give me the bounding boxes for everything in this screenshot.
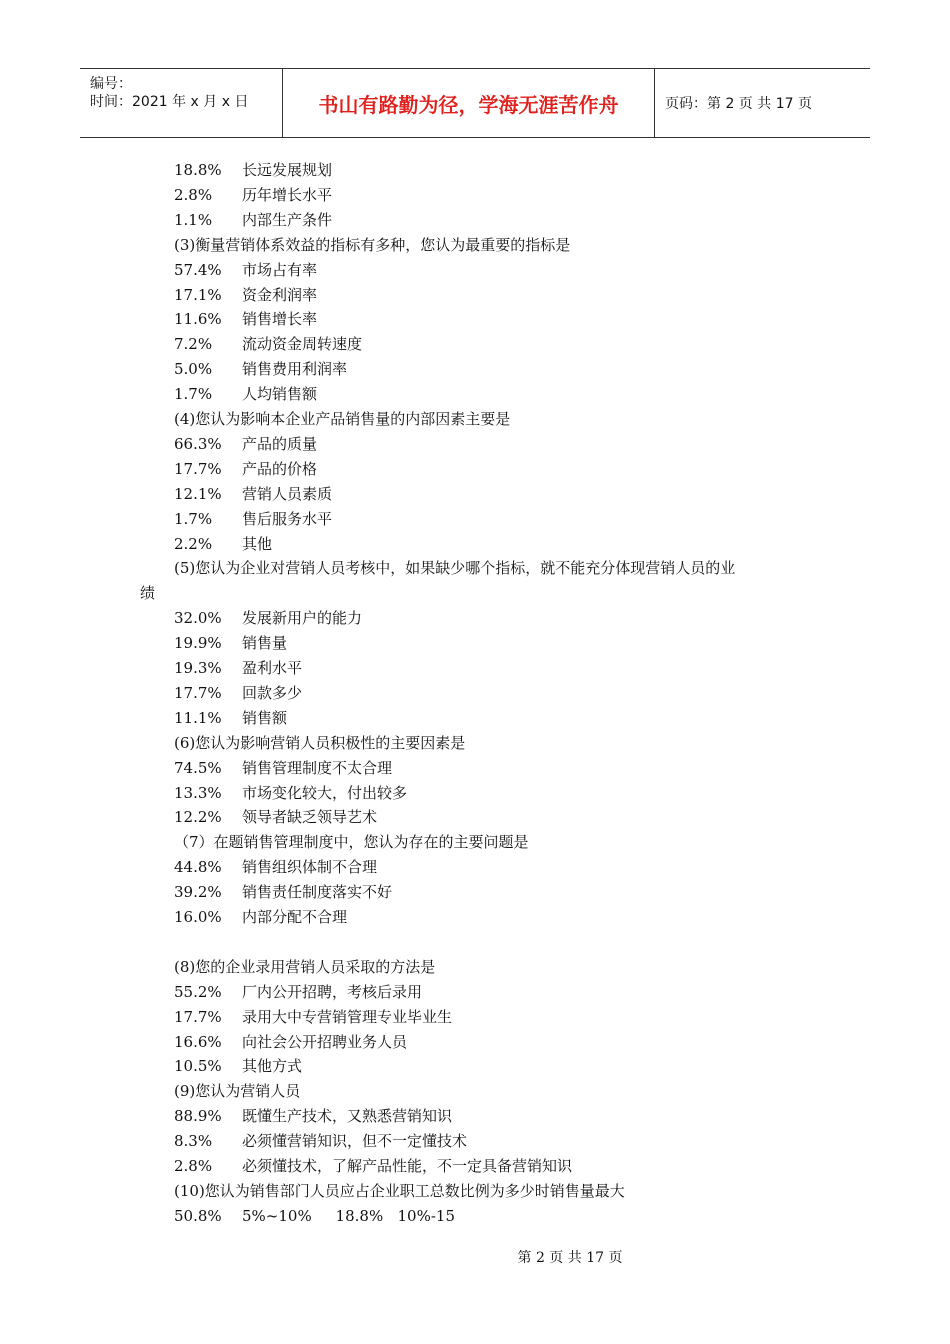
answer-percent: 74.5%: [174, 758, 222, 777]
answer-text: 销售责任制度落实不好: [242, 883, 393, 902]
answer-text: 必须懂技术，了解产品性能，不一定具备营销知识: [242, 1157, 573, 1175]
answer-option: [174, 285, 317, 305]
answer-option: [174, 857, 377, 877]
answer-option: [174, 185, 332, 205]
answer-text: 销售组织体制不合理: [242, 858, 378, 877]
answer-option: [174, 534, 272, 554]
answer-option: [174, 1056, 302, 1076]
answer-percent: 1.7%: [174, 385, 213, 404]
answer-percent: 19.3%: [174, 659, 222, 677]
answer-text: 其他: [242, 534, 273, 553]
answer-percent: 19.9%: [174, 634, 222, 653]
answer-option: [174, 708, 287, 728]
answer-text: 产品的价格: [242, 459, 318, 478]
answer-percent: 7.2%: [174, 335, 213, 354]
answer-option: [174, 807, 377, 827]
answer-text: 市场占有率: [242, 260, 318, 279]
answer-text: 盈利水平: [242, 659, 303, 677]
answer-percent: 55.2%: [174, 982, 222, 1001]
survey-question: (10)您认为销售部门人员应占企业职工总数比例为多少时销售量最大: [174, 1181, 625, 1200]
header-meta-cell: [80, 69, 283, 137]
answer-text: 营销人员素质: [242, 484, 333, 503]
document-time-label: 时间：2021 年 x 月 x 日: [90, 94, 249, 110]
answer-option: [174, 683, 302, 703]
answer-text: 回款多少: [242, 683, 303, 702]
answer-text: 市场变化较大，付出较多: [242, 783, 408, 802]
answer-text: 销售量: [242, 634, 288, 653]
header-motto: 书山有路勤为径，学海无涯苦作舟: [283, 69, 655, 137]
answer-option: [174, 334, 362, 354]
answer-percent: 11.1%: [174, 708, 222, 727]
answer-option: [174, 260, 317, 280]
answer-text: 销售费用利润率: [242, 360, 348, 379]
answer-text: 销售管理制度不太合理: [242, 758, 393, 777]
answer-percent: 12.1%: [174, 484, 222, 503]
answer-option: [174, 1131, 467, 1151]
answer-percent: 13.3%: [174, 783, 222, 802]
answer-option: [174, 633, 287, 653]
answer-option: [174, 1206, 455, 1226]
answer-text: 人均销售额: [242, 385, 318, 404]
answer-option: [174, 783, 407, 803]
answer-option: [174, 459, 317, 479]
survey-question: (4)您认为影响本企业产品销售量的内部因素主要是: [174, 410, 511, 428]
answer-text: 产品的质量: [242, 434, 318, 453]
answer-percent: 16.0%: [174, 908, 222, 926]
answer-text: 既懂生产技术，又熟悉营销知识: [242, 1107, 453, 1126]
answer-percent: 17.1%: [174, 285, 222, 304]
survey-question: (9)您认为营销人员: [174, 1082, 301, 1101]
answer-text: 历年增长水平: [242, 185, 333, 204]
answer-percent: 2.8%: [174, 1157, 213, 1175]
answer-text: 录用大中专营销管理专业毕业生: [242, 1007, 453, 1026]
answer-percent: 12.2%: [174, 808, 222, 827]
answer-percent: 32.0%: [174, 609, 222, 628]
answer-option: [174, 160, 332, 180]
survey-question: (5)您认为企业对营销人员考核中，如果缺少哪个指标，就不能充分体现营销人员的业: [174, 559, 736, 578]
answer-option: [174, 1007, 452, 1027]
answer-option: [174, 1106, 452, 1126]
answer-text: 销售增长率: [242, 310, 318, 329]
answer-percent: 39.2%: [174, 883, 222, 902]
answer-option: [174, 509, 332, 529]
survey-question: (6)您认为影响营销人员积极性的主要因素是: [174, 733, 466, 752]
answer-option: [174, 434, 317, 454]
answer-text: 流动资金周转速度: [242, 335, 363, 354]
document-number-label: 编号：: [90, 76, 132, 92]
answer-text: 领导者缺乏领导艺术: [242, 808, 378, 827]
answer-percent: 8.3%: [174, 1132, 213, 1151]
answer-option: [174, 658, 302, 678]
page-header: [80, 68, 870, 138]
answer-percent: 50.8%: [174, 1206, 222, 1225]
answer-percent: 17.7%: [174, 459, 222, 478]
answer-percent: 88.9%: [174, 1107, 222, 1126]
answer-option: [174, 1032, 407, 1052]
answer-text: 资金利润率: [242, 285, 318, 304]
answer-option: [174, 882, 392, 902]
answer-text: 必须懂营销知识，但不一定懂技术: [242, 1132, 468, 1151]
answer-text: 5%~10% 18.8% 10%-15: [242, 1206, 455, 1225]
answer-option: [174, 758, 392, 778]
answer-percent: 44.8%: [174, 858, 222, 877]
answer-text: 向社会公开招聘业务人员: [242, 1032, 408, 1051]
answer-option: [174, 608, 362, 628]
answer-option: [174, 484, 332, 504]
survey-question: (8)您的企业录用营销人员采取的方法是: [174, 957, 436, 976]
answer-percent: 17.7%: [174, 1007, 222, 1026]
answer-percent: 5.0%: [174, 360, 213, 379]
answer-percent: 66.3%: [174, 434, 222, 453]
survey-question: (3)衡量营销体系效益的指标有多种，您认为最重要的指标是: [174, 235, 571, 254]
answer-percent: 10.5%: [174, 1057, 222, 1076]
header-page-cell: [655, 69, 870, 137]
answer-text: 售后服务水平: [242, 509, 333, 528]
answer-option: [174, 982, 422, 1002]
answer-text: 厂内公开招聘，考核后录用: [242, 982, 423, 1001]
answer-percent: 2.2%: [174, 534, 213, 553]
answer-percent: 2.8%: [174, 185, 213, 204]
answer-option: [174, 384, 317, 404]
answer-percent: 17.7%: [174, 683, 222, 702]
question-continuation: 绩: [140, 584, 156, 603]
answer-text: 其他方式: [242, 1057, 303, 1076]
answer-option: [174, 359, 347, 379]
answer-text: 长远发展规划: [242, 161, 333, 179]
answer-percent: 16.6%: [174, 1032, 222, 1051]
answer-option: [174, 309, 317, 329]
page-footer: 第 2 页 共 17 页: [517, 1250, 623, 1266]
answer-percent: 11.6%: [174, 310, 222, 329]
answer-percent: 18.8%: [174, 161, 222, 179]
header-page-label: 页码：第 2 页 共 17 页: [665, 96, 812, 112]
answer-percent: 57.4%: [174, 260, 222, 279]
answer-option: [174, 210, 332, 230]
answer-percent: 1.1%: [174, 210, 213, 229]
answer-text: 发展新用户的能力: [242, 609, 363, 628]
answer-text: 销售额: [242, 708, 288, 727]
answer-option: [174, 1156, 572, 1176]
answer-percent: 1.7%: [174, 509, 213, 528]
survey-question: （7）在题销售管理制度中，您认为存在的主要问题是: [174, 833, 529, 852]
answer-option: [174, 907, 347, 927]
answer-text: 内部生产条件: [242, 210, 333, 229]
answer-text: 内部分配不合理: [242, 908, 348, 926]
